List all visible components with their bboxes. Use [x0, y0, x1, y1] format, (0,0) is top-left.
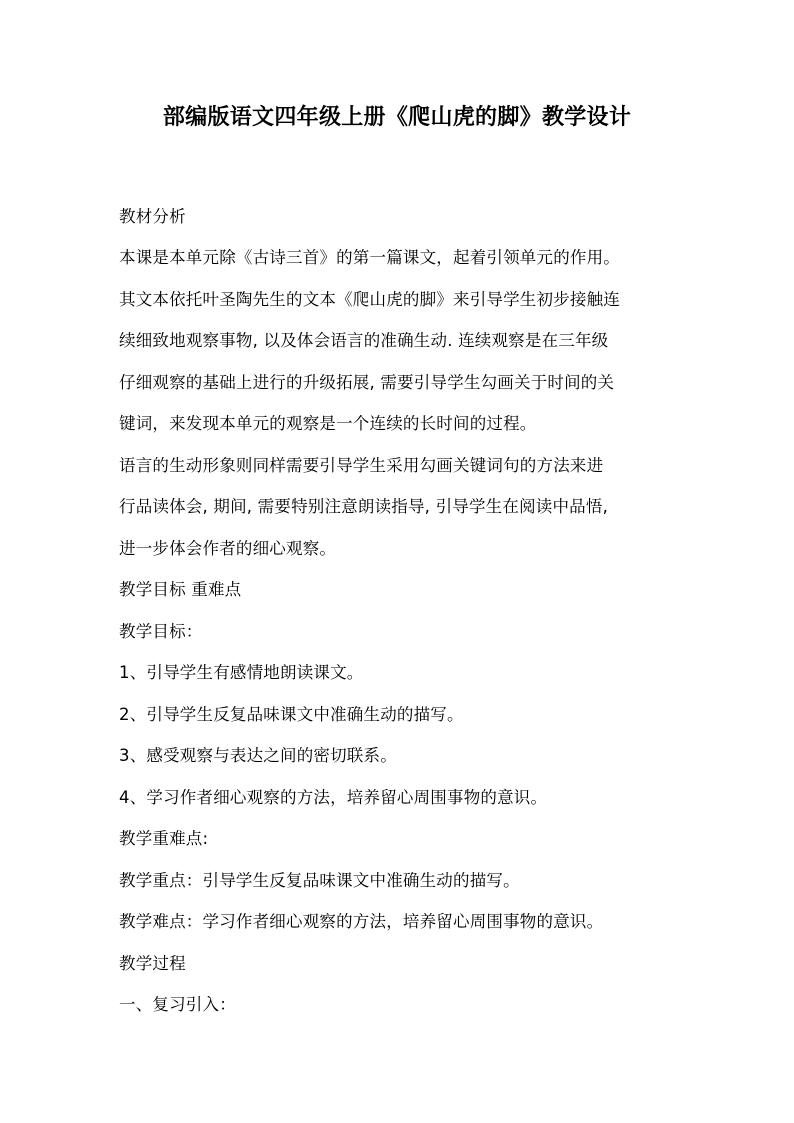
objective-item: 2、引导学生反复品味课文中准确生动的描写。 — [119, 705, 464, 724]
subheading-key-difficult-points: 教学重难点: — [119, 829, 209, 848]
paragraph-line: 本课是本单元除《古诗三首》的第一篇课文，起着引领单元的作用。 — [119, 248, 620, 267]
section-heading-objectives: 教学目标 重难点 — [119, 580, 242, 599]
subheading-review-intro: 一、复习引入： — [119, 995, 236, 1014]
paragraph-line: 续细致地观察事物, 以及体会语言的准确生动. 连续观察是在三年级 — [119, 331, 609, 350]
objective-item: 4、学习作者细心观察的方法，培养留心周围事物的意识。 — [119, 788, 548, 807]
paragraph-line: 行品读体会, 期间, 需要特别注意朗读指导, 引导学生在阅读中品悟, — [119, 497, 609, 516]
section-heading-textbook-analysis: 教材分析 — [119, 207, 186, 226]
key-point: 教学重点：引导学生反复品味课文中准确生动的描写。 — [119, 871, 520, 890]
paragraph-line: 仔细观察的基础上进行的升级拓展, 需要引导学生勾画关于时间的关 — [119, 373, 615, 392]
section-heading-teaching-process: 教学过程 — [119, 954, 186, 973]
document-title: 部编版语文四年级上册《爬山虎的脚》教学设计 — [162, 105, 632, 130]
paragraph-line: 其文本依托叶圣陶先生的文本《爬山虎的脚》来引导学生初步接触连 — [119, 290, 620, 309]
objective-item: 3、感受观察与表达之间的密切联系。 — [119, 746, 397, 765]
paragraph-line: 语言的生动形象则同样需要引导学生采用勾画关键词句的方法来进 — [119, 456, 604, 475]
paragraph-line: 进一步体会作者的细心观察。 — [119, 539, 337, 558]
difficult-point: 教学难点：学习作者细心观察的方法，培养留心周围事物的意识。 — [119, 912, 604, 931]
subheading-objectives: 教学目标： — [119, 622, 203, 641]
paragraph-line: 键词，来发现本单元的观察是一个连续的长时间的过程。 — [119, 414, 537, 433]
objective-item: 1、引导学生有感情地朗读课文。 — [119, 663, 364, 682]
